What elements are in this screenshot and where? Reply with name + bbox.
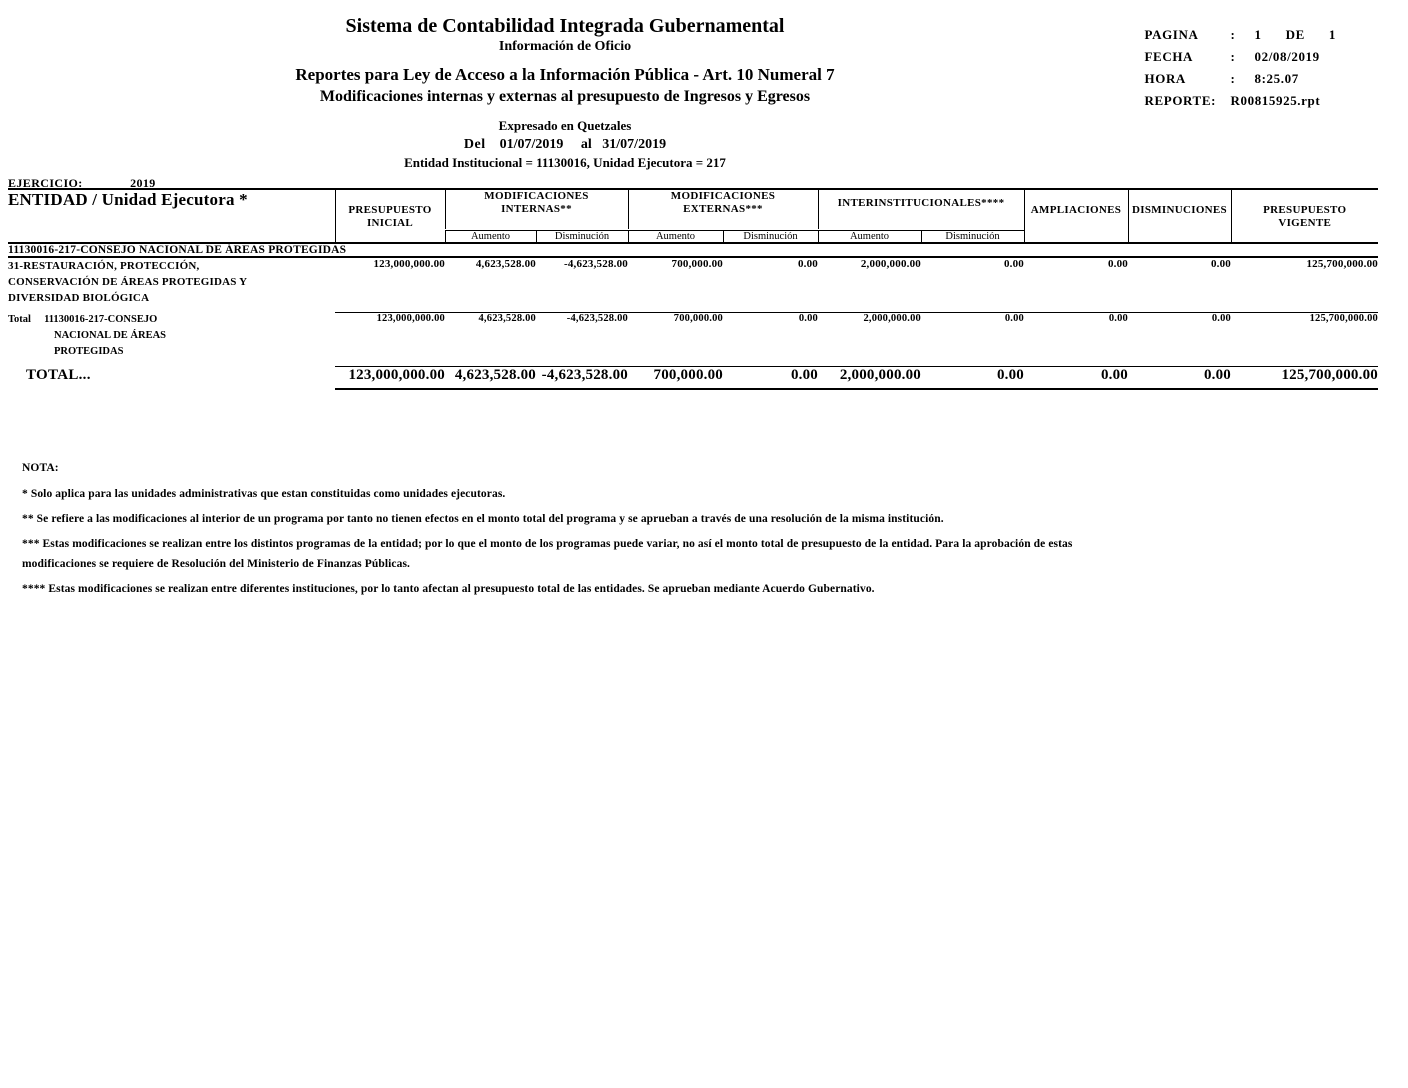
date-range — [0, 135, 1130, 154]
col-subheader-internas-aumento: Aumento — [445, 230, 536, 243]
program-externas-disminucion: 0.00 — [797, 257, 818, 270]
col-subheader-externas-disminucion: Disminución — [723, 230, 818, 243]
col-subheader-disminuciones — [1128, 230, 1231, 243]
subtotal-disminuciones: 0.00 — [1211, 312, 1231, 324]
col-header-presupuesto-vigente-l1: PRESUPUESTO — [1263, 204, 1347, 216]
col-header-mod-internas — [445, 189, 628, 229]
program-name — [8, 257, 335, 306]
subtotal-inter-disminucion: 0.00 — [1004, 312, 1024, 324]
col-header-mod-externas-l2: EXTERNAS*** — [683, 203, 763, 215]
date-range-prefix: Del — [463, 137, 486, 152]
grand-total-disminuciones: 0.00 — [1203, 367, 1231, 383]
note-3-line2: modificaciones se requiere de Resolución del Ministerio de Finanzas Públicas. — [22, 558, 411, 570]
meta-pagina-label: PAGINA — [1144, 27, 1199, 42]
ejercicio-value: 2019 — [130, 176, 156, 190]
col-subheader-ampliaciones — [1024, 230, 1128, 243]
budget-table-wrap — [8, 188, 1378, 390]
col-header-presupuesto-inicial-l1: PRESUPUESTO — [348, 204, 432, 216]
col-header-interinstitucionales-label: INTERINSTITUCIONALES**** — [837, 197, 1005, 209]
title-block — [0, 14, 1130, 172]
subtotal-label-cell — [8, 312, 335, 360]
meta-hora-value: 8:25.07 — [1254, 71, 1299, 86]
grand-total-ampliaciones: 0.00 — [1100, 367, 1128, 383]
col-header-interinstitucionales — [818, 189, 1024, 229]
table-header-group-row — [8, 189, 1378, 229]
subtotal-presupuesto-vigente: 125,700,000.00 — [1309, 312, 1378, 324]
col-subheader-inter-aumento: Aumento — [818, 230, 921, 243]
subtotal-name-l2: NACIONAL DE ÁREAS — [54, 330, 167, 341]
meta-pagina-value: 1 — [1254, 27, 1262, 42]
col-header-mod-externas-l1: MODIFICACIONES — [670, 190, 776, 202]
grand-total-internas-aumento: 4,623,528.00 — [454, 367, 536, 383]
meta-fecha-row — [1145, 46, 1336, 68]
col-subheader-presupuesto-inicial — [335, 230, 445, 243]
subtotal-externas-disminucion: 0.00 — [798, 312, 818, 324]
meta-hora-label: HORA — [1144, 71, 1186, 86]
grand-total-externas-disminucion: 0.00 — [790, 367, 818, 383]
report-subtitle: Modificaciones internas y externas al presupuesto de Ingresos y Egresos — [319, 88, 811, 105]
meta-fecha-colon: : — [1230, 49, 1236, 64]
meta-fecha-value: 02/08/2019 — [1254, 49, 1320, 64]
entity-row-label: 11130016-217-CONSEJO NACIONAL DE ÁREAS PROTEGIDAS — [8, 243, 1378, 257]
col-header-disminuciones: DISMINUCIONES — [1128, 189, 1231, 230]
grand-total-presupuesto-inicial: 123,000,000.00 — [348, 367, 445, 383]
notes-title: NOTA: — [22, 462, 59, 474]
notes-block — [22, 458, 1362, 604]
program-internas-aumento: 4,623,528.00 — [475, 257, 536, 270]
table-row-entity — [8, 243, 1378, 257]
report-header — [0, 0, 1408, 172]
meta-pagina-colon: : — [1230, 27, 1236, 42]
col-header-entity: ENTIDAD / Unidad Ejecutora * — [8, 189, 335, 243]
subtotal-presupuesto-inicial: 123,000,000.00 — [376, 312, 445, 324]
subtotal-ampliaciones: 0.00 — [1108, 312, 1128, 324]
program-name-l3: DIVERSIDAD BIOLÓGICA — [8, 291, 150, 304]
grand-total-label: TOTAL... — [26, 366, 91, 383]
program-internas-disminucion: -4,623,528.00 — [563, 257, 628, 270]
subtotal-label-text: Total — [8, 314, 31, 325]
col-header-presupuesto-vigente — [1231, 189, 1378, 230]
program-name-l2: CONSERVACIÓN DE ÁREAS PROTEGIDAS Y — [8, 275, 248, 288]
grand-total-externas-aumento: 700,000.00 — [653, 367, 723, 383]
grand-total-inter-aumento: 2,000,000.00 — [839, 367, 921, 383]
system-title: Sistema de Contabilidad Integrada Gubernamental — [345, 15, 785, 37]
program-disminuciones: 0.00 — [1210, 257, 1231, 270]
ejercicio-label: EJERCICIO: — [8, 176, 83, 190]
program-presupuesto-inicial: 123,000,000.00 — [373, 257, 445, 270]
budget-table — [8, 188, 1378, 390]
report-meta — [1145, 24, 1336, 112]
subtotal-name-l1: 11130016-217-CONSEJO — [44, 314, 158, 325]
subtotal-internas-disminucion: -4,623,528.00 — [566, 312, 628, 324]
entity-filter: Entidad Institucional = 11130016, Unidad Ejecutora = 217 — [404, 155, 726, 170]
col-header-ampliaciones: AMPLIACIONES — [1024, 189, 1128, 230]
program-inter-disminucion: 0.00 — [1003, 257, 1024, 270]
program-inter-aumento: 2,000,000.00 — [860, 257, 921, 270]
meta-hora-colon: : — [1230, 71, 1236, 86]
subtotal-internas-aumento: 4,623,528.00 — [478, 312, 536, 324]
note-4: **** Estas modificaciones se realizan entre diferentes instituciones, por lo tanto afectan al presupuesto total de las entidades. Se aprueban mediante Acuerdo Gubernativo. — [22, 583, 875, 595]
grand-total-presupuesto-vigente: 125,700,000.00 — [1281, 367, 1378, 383]
meta-reporte-value: R00815925.rpt — [1230, 93, 1321, 108]
note-2: ** Se refiere a las modificaciones al interior de un programa por tanto no tienen efectos en el monto total del programa y se aprueban a través de una resolución de la misma institución. — [22, 513, 944, 525]
date-range-from: 01/07/2019 — [499, 137, 564, 152]
col-header-mod-externas — [628, 189, 818, 229]
col-subheader-presupuesto-vigente — [1231, 230, 1378, 243]
note-3-line1: *** Estas modificaciones se realizan entre los distintos programas de la entidad; por lo que el monto de los programas puede variar, no así el monto total de presupuesto de la entidad. Para la aprobación de estas — [22, 538, 1073, 550]
program-presupuesto-vigente: 125,700,000.00 — [1306, 257, 1378, 270]
program-externas-aumento: 700,000.00 — [671, 257, 723, 270]
subtotal-label — [8, 312, 335, 328]
table-bottom-rule-row — [8, 384, 1378, 389]
subtotal-inter-aumento: 2,000,000.00 — [863, 312, 921, 324]
col-subheader-inter-disminucion: Disminución — [921, 230, 1024, 243]
col-subheader-externas-aumento: Aumento — [628, 230, 723, 243]
date-range-joiner: al — [580, 137, 592, 152]
subtotal-name-l3: PROTEGIDAS — [54, 346, 124, 357]
date-range-to: 31/07/2019 — [602, 137, 667, 152]
meta-reporte-row — [1145, 90, 1336, 112]
note-1: * Solo aplica para las unidades administrativas que estan constituidas como unidades ejecutoras. — [22, 488, 506, 500]
col-header-mod-internas-l2: INTERNAS** — [501, 203, 572, 215]
col-header-presupuesto-inicial — [335, 189, 445, 230]
program-name-l1: 31-RESTAURACIÓN, PROTECCIÓN, — [8, 259, 200, 272]
meta-fecha-label: FECHA — [1144, 49, 1194, 64]
col-header-presupuesto-vigente-l2: VIGENTE — [1278, 217, 1332, 229]
col-header-mod-internas-l1: MODIFICACIONES — [484, 190, 589, 202]
table-row-subtotal — [8, 312, 1378, 360]
table-row-grand-total — [8, 367, 1378, 385]
meta-hora-row — [1145, 68, 1336, 90]
meta-pagina-row — [1145, 24, 1336, 46]
currency-note: Expresado en Quetzales — [498, 118, 632, 133]
system-subtitle: Información de Oficio — [498, 39, 632, 54]
table-bottom-line — [335, 384, 1378, 389]
subtotal-externas-aumento: 700,000.00 — [673, 312, 723, 324]
table-row-program — [8, 257, 1378, 306]
grand-total-inter-disminucion: 0.00 — [996, 367, 1024, 383]
table-bottom-left — [8, 384, 335, 389]
meta-pagina-de: DE — [1285, 27, 1305, 42]
meta-pagina-total: 1 — [1328, 27, 1336, 42]
col-header-presupuesto-inicial-l2: INICIAL — [366, 217, 414, 229]
grand-total-internas-disminucion: -4,623,528.00 — [541, 367, 628, 383]
report-title: Reportes para Ley de Acceso a la Información Pública - Art. 10 Numeral 7 — [295, 65, 835, 84]
col-subheader-internas-disminucion: Disminución — [536, 230, 628, 243]
program-ampliaciones: 0.00 — [1107, 257, 1128, 270]
meta-reporte-label: REPORTE: — [1144, 93, 1217, 108]
